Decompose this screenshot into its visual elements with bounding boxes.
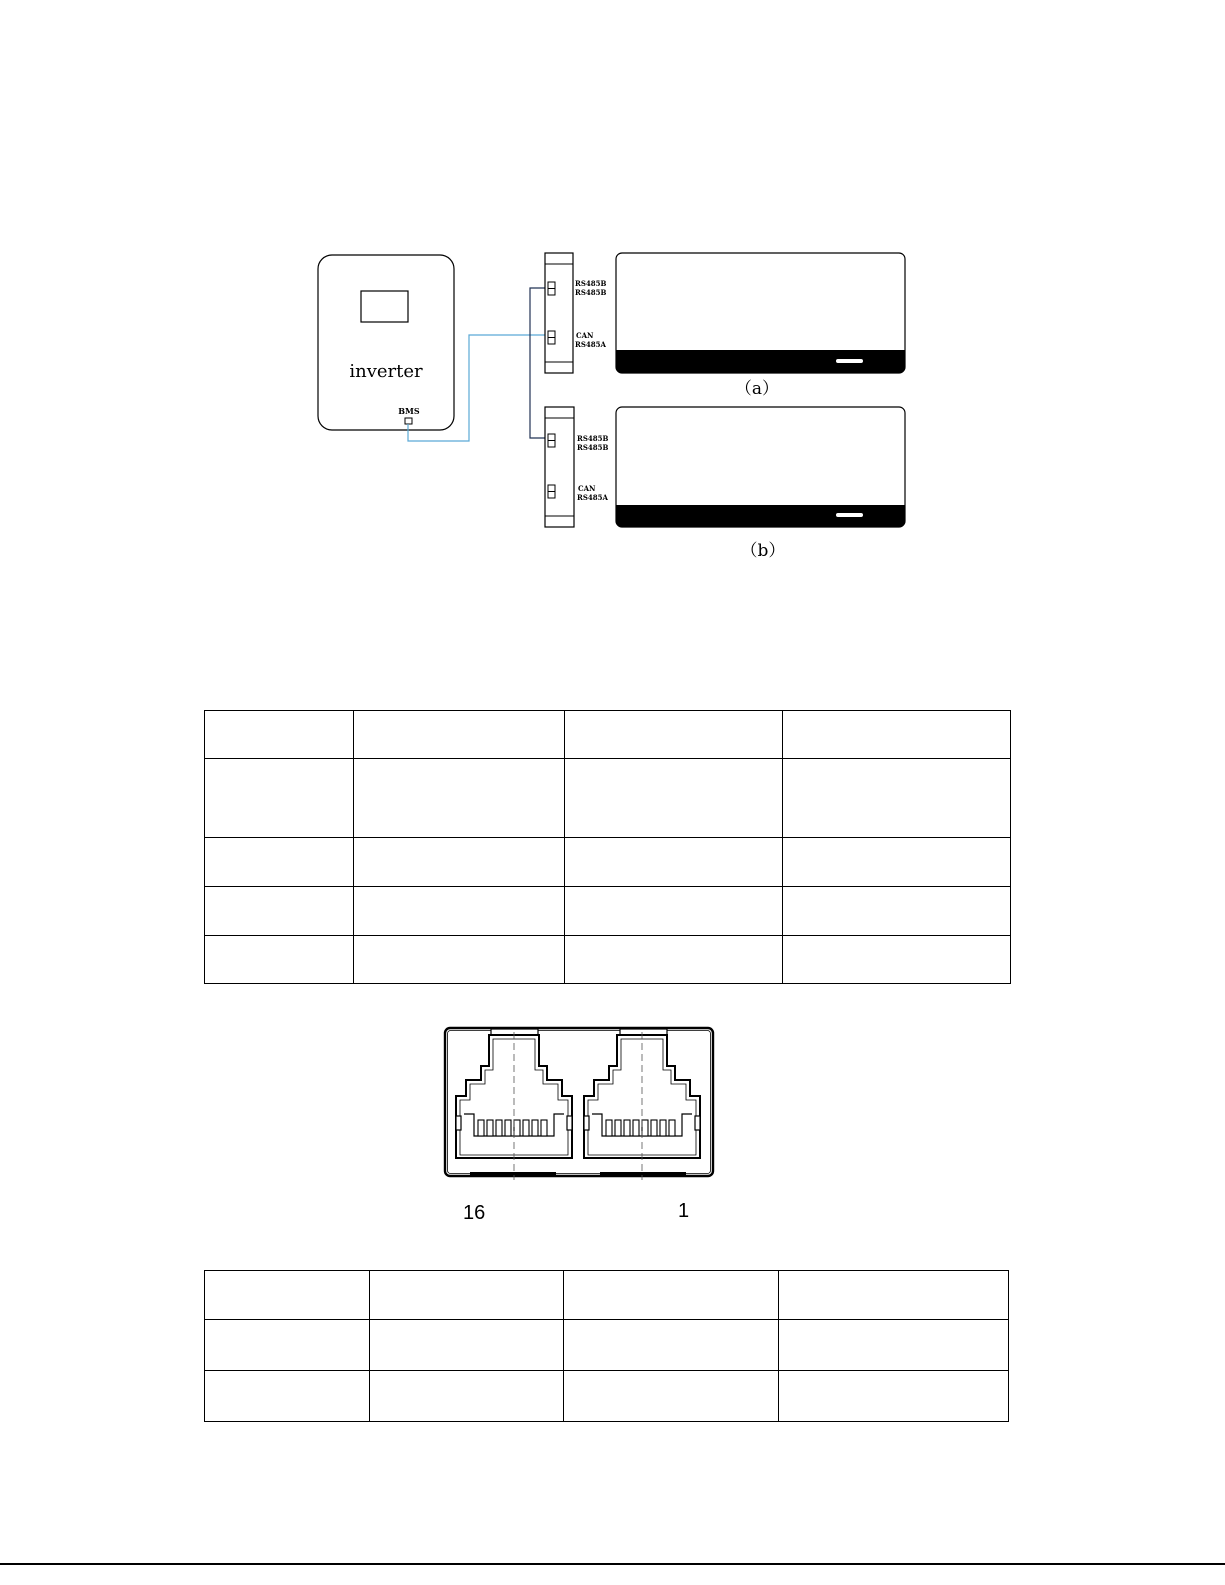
table-1-header-row [205,711,1011,759]
pin-label-1: 1 [678,1200,690,1222]
table-cell [783,711,1011,759]
table-cell [354,711,565,759]
table-cell [783,936,1011,984]
battery-b-bottom-port [548,485,555,498]
table-cell [779,1271,1009,1320]
battery-a-caption: （a） [734,379,780,399]
table-row [205,838,1011,887]
battery-a-top-port [548,282,555,295]
battery-a-bottom-port-label-1: CAN [576,331,594,340]
battery-b-top-port-label-2: RS485B [577,443,609,452]
table-2 [204,1270,1009,1422]
table-cell [779,1320,1009,1371]
battery-a-port-panel [545,253,606,373]
table-cell [565,887,783,936]
table-row [205,936,1011,984]
table-cell [205,936,354,984]
inverter-label: inverter [349,361,423,382]
table-cell [205,1320,370,1371]
table-row [205,887,1011,936]
table-cell [354,838,565,887]
table-cell [565,838,783,887]
table-cell [564,1320,779,1371]
battery-b-bottom-port-label-2: RS485A [577,493,608,502]
table-cell [565,936,783,984]
table-cell [564,1271,779,1320]
battery-a-top-port-label-2: RS485B [575,288,607,297]
table-1 [204,710,1011,984]
table-cell [370,1271,564,1320]
table-cell [783,887,1011,936]
battery-a-bottom-port [548,331,555,344]
table-cell [354,887,565,936]
battery-b-top-port-label-1: RS485B [577,434,609,443]
table-cell [564,1371,779,1422]
battery-a-top-port-label-1: RS485B [575,279,607,288]
table-cell [205,887,354,936]
table-cell [565,711,783,759]
table-row [205,1371,1009,1422]
table-cell [779,1371,1009,1422]
wiring-diagram [0,0,1225,600]
table-row [205,759,1011,838]
table-cell [205,1371,370,1422]
rj45-connector-drawing [440,1022,720,1182]
table-cell [205,711,354,759]
table-cell [354,936,565,984]
inverter-bms-port [405,418,412,424]
table-cell [783,759,1011,838]
battery-b-module [616,407,905,527]
table-cell [354,759,565,838]
battery-b-top-port [548,434,555,447]
inverter-display [361,291,408,322]
battery-b-port-panel [545,407,608,527]
rj45-right-bottom-latch [600,1172,686,1175]
battery-a-bottom-port-label-2: RS485A [575,340,606,349]
table-cell [370,1371,564,1422]
table-cell [205,759,354,838]
page-footer-rule [0,1563,1225,1565]
inverter-unit [318,255,454,430]
table-row [205,1320,1009,1371]
battery-b-bottom-port-label-1: CAN [578,484,596,493]
rj45-left-bottom-latch [470,1172,556,1175]
inverter-bms-port-label: BMS [398,406,420,416]
battery-b-indicator-bar [836,513,863,517]
table-cell [205,1271,370,1320]
pin-label-16: 16 [463,1202,486,1224]
table-2-header-row [205,1271,1009,1320]
table-cell [370,1320,564,1371]
table-cell [783,838,1011,887]
table-cell [565,759,783,838]
battery-a-indicator-bar [836,359,863,363]
battery-b-caption: （b） [740,541,786,561]
table-cell [205,838,354,887]
battery-a-module [616,253,905,373]
